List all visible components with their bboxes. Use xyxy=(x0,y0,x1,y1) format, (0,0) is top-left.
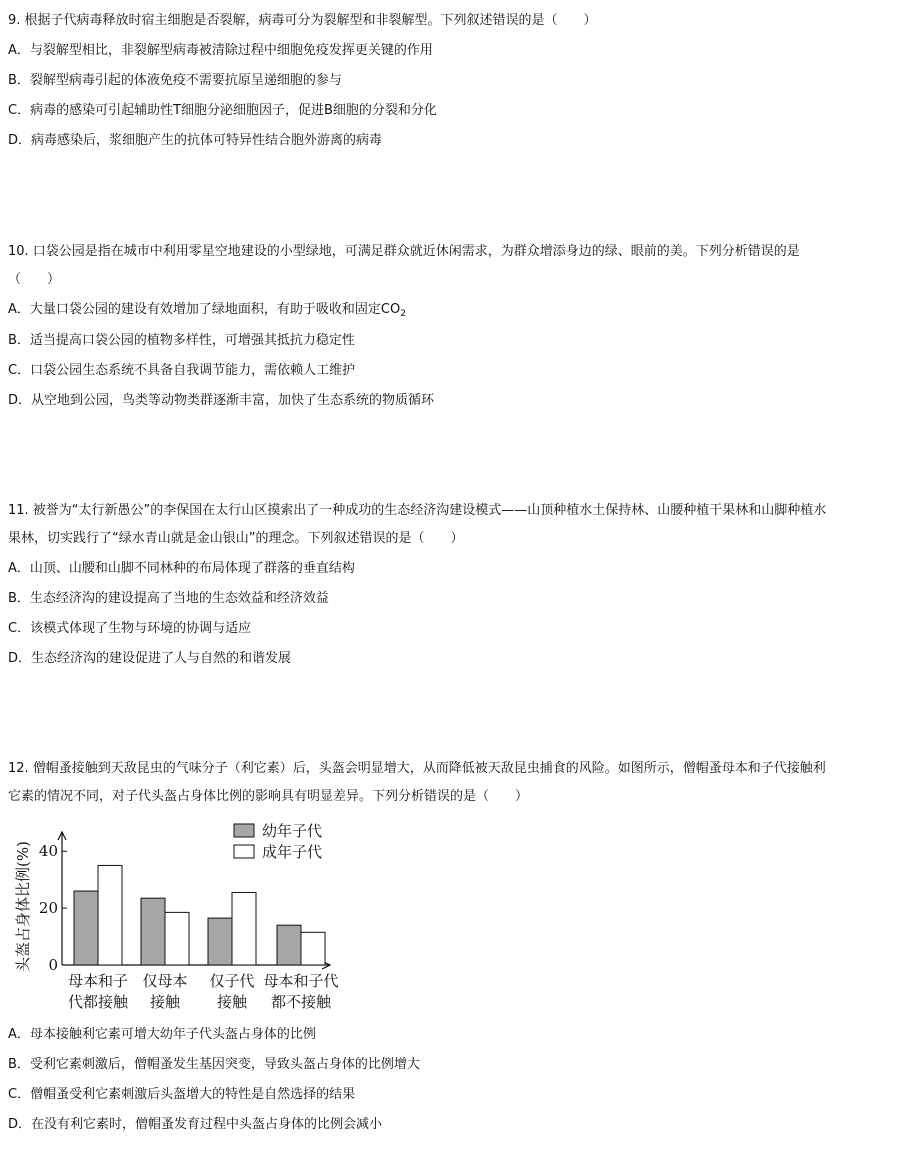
q12-option-b: B．受利它素刺激后，僧帽蚤发生基因突变，导致头盔占身体的比例增大 xyxy=(8,1057,420,1072)
q9-stem: 9. 根据子代病毒释放时宿主细胞是否裂解，病毒可分为裂解型和非裂解型。下列叙述错误的是（ ） xyxy=(8,13,597,28)
bar xyxy=(301,932,325,965)
bar xyxy=(277,925,301,965)
x-tick-label: 接触 xyxy=(149,993,181,1011)
legend-label: 幼年子代 xyxy=(262,822,323,840)
bar xyxy=(74,891,98,965)
bar xyxy=(165,912,189,965)
chart-legend xyxy=(234,822,322,861)
q12-option-a: A．母本接触利它素可增大幼年子代头盔占身体的比例 xyxy=(8,1027,316,1042)
q9-option-a: A．与裂解型相比，非裂解型病毒被清除过程中细胞免疫发挥更关键的作用 xyxy=(8,43,433,58)
q9-option-d: D．病毒感染后，浆细胞产生的抗体可特异性结合胞外游离的病毒 xyxy=(8,133,383,148)
q12-option-d: D．在没有利它素时，僧帽蚤发育过程中头盔占身体的比例会减小 xyxy=(8,1117,383,1132)
q12-stem-line2: 它素的情况不同，对子代头盔占身体比例的影响具有明显差异。下列分析错误的是（ ） xyxy=(8,789,529,804)
x-tick-label: 代都接触 xyxy=(67,993,129,1011)
y-tick-label: 20 xyxy=(38,899,58,918)
bar xyxy=(208,918,232,965)
q9-option-c: C．病毒的感染可引起辅助性T细胞分泌细胞因子，促进B细胞的分裂和分化 xyxy=(8,103,437,118)
q10-option-b: B．适当提高口袋公园的植物多样性，可增强其抵抗力稳定性 xyxy=(8,333,355,348)
q10-option-a xyxy=(8,301,406,319)
x-tick-label: 仅子代 xyxy=(209,972,255,990)
helmet-ratio-bar-chart xyxy=(12,820,372,1015)
q11-stem-line2: 果林，切实践行了“绿水青山就是金山银山”的理念。下列叙述错误的是（ ） xyxy=(8,531,464,546)
q10-option-a-subscript: 2 xyxy=(400,309,406,319)
q10-option-a-text: A．大量口袋公园的建设有效增加了绿地面积，有助于吸收和固定CO xyxy=(8,302,401,317)
bar xyxy=(232,892,256,965)
x-tick-label: 仅母本 xyxy=(142,972,188,990)
x-tick-label: 都不接触 xyxy=(270,993,332,1011)
q11-option-d: D．生态经济沟的建设促进了人与自然的和谐发展 xyxy=(8,651,292,666)
legend-swatch xyxy=(234,845,254,858)
q11-stem-line1: 11. 被誉为“太行新愚公”的李保国在太行山区摸索出了一种成功的生态经济沟建设模式——山顶种植水土保持林、山腰种植干果林和山脚种植水 xyxy=(8,503,827,518)
bar xyxy=(98,865,122,965)
y-axis-label: 头盔占身体比例(%) xyxy=(14,841,32,972)
y-tick-label: 0 xyxy=(48,956,58,974)
x-tick-label: 母本和子代 xyxy=(263,972,339,990)
legend-swatch xyxy=(234,824,254,837)
q10-stem-line2: （ ） xyxy=(8,272,61,287)
q11-option-c: C．该模式体现了生物与环境的协调与适应 xyxy=(8,621,252,636)
bar xyxy=(141,898,165,965)
x-tick-label: 接触 xyxy=(216,993,248,1011)
q9-option-b: B．裂解型病毒引起的体液免疫不需要抗原呈递细胞的参与 xyxy=(8,73,342,88)
y-tick-label: 40 xyxy=(38,842,58,861)
q10-stem-line1: 10. 口袋公园是指在城市中利用零星空地建设的小型绿地，可满足群众就近休闲需求，为群众增添身边的绿、眼前的美。下列分析错误的是 xyxy=(8,244,800,259)
q11-option-b: B．生态经济沟的建设提高了当地的生态效益和经济效益 xyxy=(8,591,329,606)
x-tick-label: 母本和子 xyxy=(67,972,129,990)
q12-stem-line1: 12. 僧帽蚤接触到天敌昆虫的气味分子（利它素）后，头盔会明显增大，从而降低被天敌昆虫捕食的风险。如图所示，僧帽蚤母本和子代接触利 xyxy=(8,761,826,776)
q12-option-c: C．僧帽蚤受利它素刺激后头盔增大的特性是自然选择的结果 xyxy=(8,1087,356,1102)
q11-option-a: A．山顶、山腰和山脚不同林种的布局体现了群落的垂直结构 xyxy=(8,561,355,576)
q10-option-d: D．从空地到公园，鸟类等动物类群逐渐丰富，加快了生态系统的物质循环 xyxy=(8,393,435,408)
chart-bars xyxy=(74,865,325,965)
legend-label: 成年子代 xyxy=(262,843,323,861)
q10-option-c: C．口袋公园生态系统不具备自我调节能力，需依赖人工维护 xyxy=(8,363,356,378)
